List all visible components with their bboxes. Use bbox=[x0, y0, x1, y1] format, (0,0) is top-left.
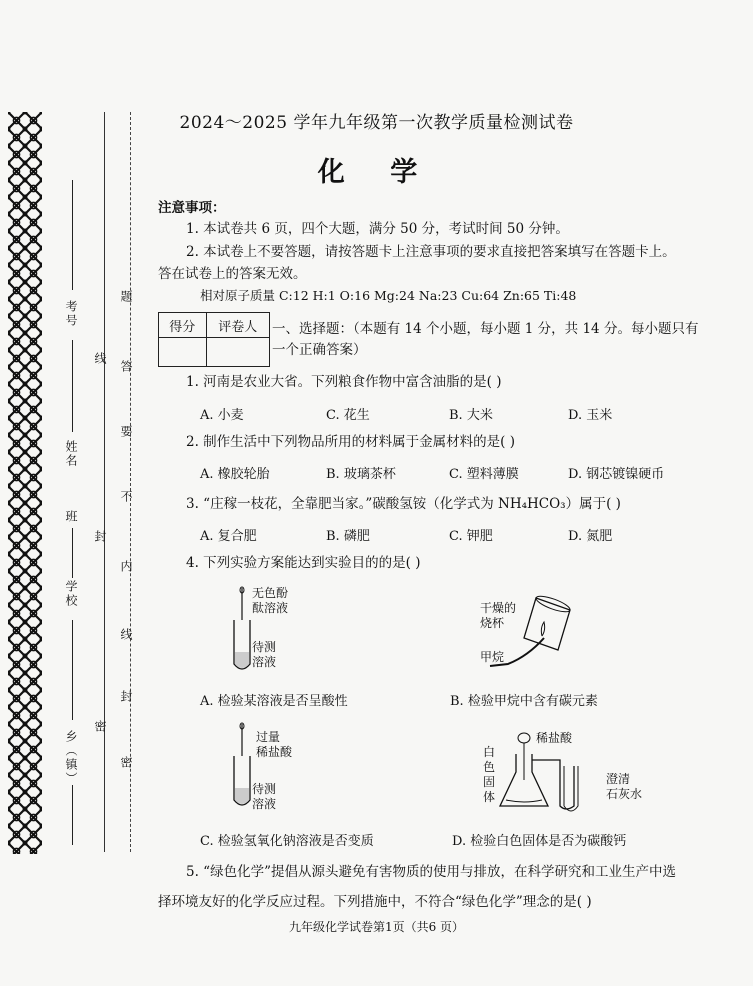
option: B. 玻璃茶杯 bbox=[326, 467, 396, 482]
option: D. 氮肥 bbox=[568, 529, 613, 544]
figure-a-label-solution: 待测 溶液 bbox=[252, 640, 277, 669]
option: D. 玉米 bbox=[568, 408, 613, 423]
exam-title: 2024～2025 学年九年级第一次教学质量检测试卷 bbox=[179, 113, 574, 133]
field-name-line bbox=[72, 340, 73, 432]
option: B. 检验甲烷中含有碳元素 bbox=[450, 694, 598, 709]
atomic-masses: 相对原子质量 C:12 H:1 O:16 Mg:24 Na:23 Cu:64 Zn:65 Ti:48 bbox=[200, 288, 577, 303]
warning-word: 题 bbox=[119, 290, 133, 304]
notes-heading: 注意事项： bbox=[158, 200, 226, 216]
field-township: 乡（镇） bbox=[64, 730, 78, 786]
seal-word: 封 bbox=[119, 690, 133, 704]
option: C. 塑料薄膜 bbox=[449, 467, 519, 482]
seal-line-inner bbox=[130, 112, 131, 852]
question-stem: 5. “绿色化学”提倡从源头避免有害物质的使用与排放，在科学研究和工业生产中选 bbox=[186, 864, 676, 880]
option: A. 复合肥 bbox=[200, 529, 257, 544]
score-label: 得分 bbox=[159, 313, 207, 338]
option: A. 橡胶轮胎 bbox=[200, 467, 270, 482]
notes-item: 答在试卷上的答案无效。 bbox=[158, 266, 307, 282]
seal-word: 封 bbox=[93, 530, 107, 544]
figure-c-label-acid: 过量 稀盐酸 bbox=[256, 730, 293, 759]
decorative-border-pattern bbox=[8, 112, 42, 854]
figure-d-label-acid: 稀盐酸 bbox=[536, 731, 573, 745]
grader-cell bbox=[206, 338, 269, 367]
warning-word: 要 bbox=[119, 425, 133, 439]
option: B. 磷肥 bbox=[326, 529, 370, 544]
question-stem: 2. 制作生活中下列物品所用的材料属于金属材料的是( ) bbox=[186, 434, 515, 450]
question-stem: 1. 河南是农业大省。下列粮食作物中富含油脂的是( ) bbox=[186, 374, 502, 390]
question-stem: 3. “庄稼一枝花，全靠肥当家。”碳酸氢铵（化学式为 NH₄HCO₃）属于( ) bbox=[186, 496, 621, 512]
grader-label: 评卷人 bbox=[206, 313, 269, 338]
field-exam-number: 考号 bbox=[64, 300, 78, 328]
field-class-line bbox=[72, 528, 73, 578]
page-footer: 九年级化学试卷第1页（共6 页） bbox=[288, 920, 465, 934]
seal-word: 密 bbox=[119, 756, 133, 770]
question-stem: 4. 下列实验方案能达到实验目的的是( ) bbox=[186, 555, 421, 571]
question-stem-cont: 择环境友好的化学反应过程。下列措施中，不符合“绿色化学”理念的是( ) bbox=[158, 894, 592, 910]
field-school: 学校 bbox=[64, 580, 78, 608]
option: A. 检验某溶液是否呈酸性 bbox=[200, 694, 348, 709]
field-exam-number-line bbox=[72, 180, 73, 290]
option: C. 钾肥 bbox=[449, 529, 493, 544]
figure-c-label-solution: 待测 溶液 bbox=[252, 782, 277, 811]
score-box bbox=[158, 312, 270, 367]
subject-title: 化 学 bbox=[317, 157, 436, 188]
option: C. 花生 bbox=[326, 408, 370, 423]
field-school-line bbox=[72, 620, 73, 720]
seal-line-outer bbox=[104, 112, 105, 852]
field-class: 班 bbox=[64, 510, 78, 524]
warning-word: 答 bbox=[119, 360, 133, 374]
seal-word: 线 bbox=[93, 352, 107, 366]
option: D. 钢芯镀镍硬币 bbox=[568, 467, 665, 482]
figure-b-label-beaker: 干燥的 烧杯 bbox=[480, 601, 517, 630]
option: A. 小麦 bbox=[200, 408, 244, 423]
section1-heading: 一、选择题：（本题有 14 个小题，每小题 1 分，共 14 分。每小题只有 bbox=[272, 321, 699, 337]
option: D. 检验白色固体是否为碳酸钙 bbox=[452, 834, 627, 849]
seal-word: 线 bbox=[119, 628, 133, 642]
option: B. 大米 bbox=[449, 408, 493, 423]
score-cell bbox=[159, 338, 207, 367]
figure-d-label-limewater: 澄清 石灰水 bbox=[606, 772, 643, 801]
notes-item: 1. 本试卷共 6 页，四个大题，满分 50 分，考试时间 50 分钟。 bbox=[186, 221, 569, 237]
section1-heading-cont: 一个正确答案） bbox=[272, 342, 367, 358]
field-name: 姓名 bbox=[64, 440, 78, 468]
figure-a-label-indicator: 无色酚 酞溶液 bbox=[252, 586, 289, 615]
seal-word: 密 bbox=[93, 720, 107, 734]
warning-word: 内 bbox=[119, 560, 133, 574]
notes-item: 2. 本试卷上不要答题，请按答题卡上注意事项的要求直接把答案填写在答题卡上。 bbox=[186, 244, 676, 260]
warning-word: 不 bbox=[119, 490, 133, 504]
field-township-line bbox=[72, 785, 73, 845]
option: C. 检验氢氧化钠溶液是否变质 bbox=[200, 834, 374, 849]
figure-d-label-solid: 白 色 固 体 bbox=[483, 745, 496, 804]
figure-b-label-methane: 甲烷 bbox=[480, 650, 505, 664]
